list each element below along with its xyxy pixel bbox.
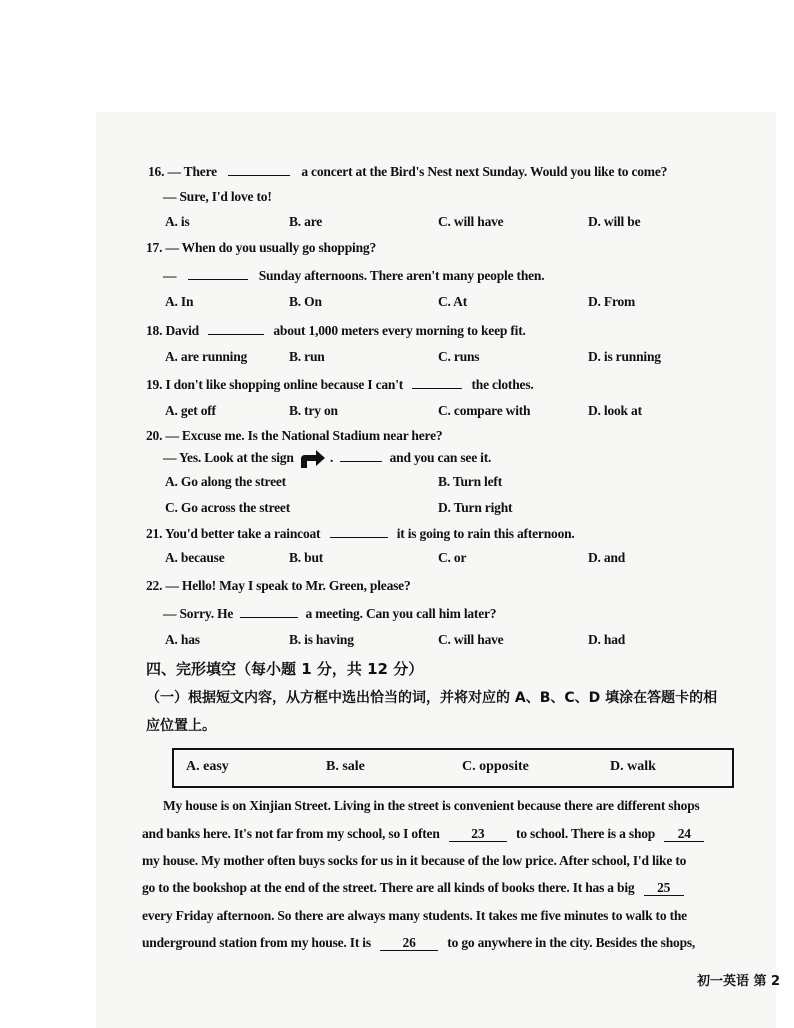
question-19 bbox=[146, 376, 534, 393]
word-option-b: B. sale bbox=[326, 759, 365, 774]
blank-24: 24 bbox=[664, 827, 704, 842]
word-bank-box bbox=[172, 748, 734, 788]
q21-stem-end: it is going to rain this afternoon. bbox=[396, 526, 575, 541]
q16-option-a: A. is bbox=[165, 214, 190, 229]
passage-text: and banks here. It's not far from my school, so I often bbox=[142, 826, 440, 841]
question-20: 20. — Excuse me. Is the National Stadium near here? bbox=[146, 428, 443, 443]
answer-blank bbox=[228, 163, 290, 176]
q18-option-c: C. runs bbox=[438, 349, 480, 364]
q22-reply bbox=[163, 605, 496, 622]
turn-right-arrow-icon bbox=[297, 449, 327, 469]
q16-option-b: B. are bbox=[289, 214, 323, 229]
answer-blank bbox=[330, 525, 388, 538]
q17-reply-dash: — bbox=[163, 268, 177, 283]
word-option-c: C. opposite bbox=[462, 759, 529, 774]
passage-line-3: my house. My mother often buys socks for us in it because of the low price. After school, I'd like to bbox=[142, 853, 687, 868]
q18-option-a: A. are running bbox=[165, 349, 248, 364]
q22-reply-end: a meeting. Can you call him later? bbox=[305, 606, 497, 621]
question-18 bbox=[146, 322, 526, 339]
q20-reply-end: and you can see it. bbox=[389, 450, 492, 466]
q16-option-d: D. will be bbox=[588, 214, 641, 229]
answer-blank bbox=[340, 449, 382, 462]
q20-reply-start: — Yes. Look at the sign bbox=[163, 450, 294, 466]
q19-option-b: B. try on bbox=[289, 403, 338, 418]
q20-reply bbox=[163, 449, 491, 469]
q21-option-d: D. and bbox=[588, 550, 626, 565]
q16-option-c: C. will have bbox=[438, 214, 504, 229]
q17-reply bbox=[163, 267, 544, 284]
q17-option-b: B. On bbox=[289, 294, 322, 309]
q18-option-b: B. run bbox=[289, 349, 325, 364]
question-21 bbox=[146, 525, 575, 542]
q19-option-d: D. look at bbox=[588, 403, 642, 418]
q16-reply: — Sure, I'd love to! bbox=[163, 189, 272, 204]
q21-option-a: A. because bbox=[165, 550, 225, 565]
q18-option-d: D. is running bbox=[588, 349, 661, 364]
q17-option-d: D. From bbox=[588, 294, 636, 309]
q16-stem-start: 16. — There bbox=[148, 164, 217, 179]
question-17: 17. — When do you usually go shopping? bbox=[146, 240, 376, 255]
passage-text: underground station from my house. It is bbox=[142, 935, 371, 950]
q21-option-b: B. but bbox=[289, 550, 324, 565]
answer-blank bbox=[412, 376, 462, 389]
q20-option-b: B. Turn left bbox=[438, 474, 502, 489]
answer-blank bbox=[188, 267, 248, 280]
q22-option-d: D. had bbox=[588, 632, 626, 647]
passage-text: go to the bookshop at the end of the street. There are all kinds of books there. It has a big bbox=[142, 880, 635, 895]
passage-line-4 bbox=[142, 880, 684, 896]
q19-option-a: A. get off bbox=[165, 403, 216, 418]
q22-reply-start: — Sorry. He bbox=[163, 606, 234, 621]
passage-line-6 bbox=[142, 935, 695, 951]
answer-blank bbox=[240, 605, 298, 618]
word-option-d: D. walk bbox=[610, 759, 656, 774]
section-instruction-cont: 应位置上。 bbox=[146, 718, 216, 734]
q19-stem-start: 19. I don't like shopping online because I can't bbox=[146, 377, 404, 392]
q22-option-a: A. has bbox=[165, 632, 200, 647]
passage-text: to go anywhere in the city. Besides the shops, bbox=[447, 935, 696, 950]
q16-stem-end: a concert at the Bird's Nest next Sunday. Would you like to come? bbox=[301, 164, 668, 179]
question-16 bbox=[148, 163, 667, 180]
blank-23: 23 bbox=[449, 827, 507, 842]
q21-stem-start: 21. You'd better take a raincoat bbox=[146, 526, 321, 541]
q20-option-c: C. Go across the street bbox=[165, 500, 290, 515]
q19-option-c: C. compare with bbox=[438, 403, 531, 418]
blank-25: 25 bbox=[644, 881, 684, 896]
q22-option-b: B. is having bbox=[289, 632, 354, 647]
q17-reply-text: Sunday afternoons. There aren't many people then. bbox=[258, 268, 545, 283]
page-footer: 初一英语 第 2 bbox=[697, 974, 781, 989]
passage-line-1: My house is on Xinjian Street. Living in the street is convenient because there are different shops bbox=[163, 798, 700, 813]
q17-option-c: C. At bbox=[438, 294, 467, 309]
passage-text: to school. There is a shop bbox=[516, 826, 656, 841]
question-22: 22. — Hello! May I speak to Mr. Green, please? bbox=[146, 578, 411, 593]
q18-stem-end: about 1,000 meters every morning to keep fit. bbox=[273, 323, 526, 338]
q20-option-a: A. Go along the street bbox=[165, 474, 286, 489]
section-title: 四、完形填空（每小题 1 分，共 12 分） bbox=[146, 660, 424, 678]
q19-stem-end: the clothes. bbox=[471, 377, 534, 392]
word-option-a: A. easy bbox=[186, 759, 229, 774]
q18-stem-start: 18. David bbox=[146, 323, 199, 338]
q17-option-a: A. In bbox=[165, 294, 194, 309]
q20-option-d: D. Turn right bbox=[438, 500, 513, 515]
q21-option-c: C. or bbox=[438, 550, 467, 565]
blank-26: 26 bbox=[380, 936, 438, 951]
q20-reply-dot: . bbox=[330, 450, 334, 466]
answer-blank bbox=[208, 322, 264, 335]
section-instruction: （一）根据短文内容，从方框中选出恰当的词，并将对应的 A、B、C、D 填涂在答题卡的相 bbox=[146, 690, 718, 706]
q22-option-c: C. will have bbox=[438, 632, 504, 647]
passage-line-5: every Friday afternoon. So there are always many students. It takes me five minutes to walk to the bbox=[142, 908, 687, 923]
passage-line-2 bbox=[142, 826, 704, 842]
